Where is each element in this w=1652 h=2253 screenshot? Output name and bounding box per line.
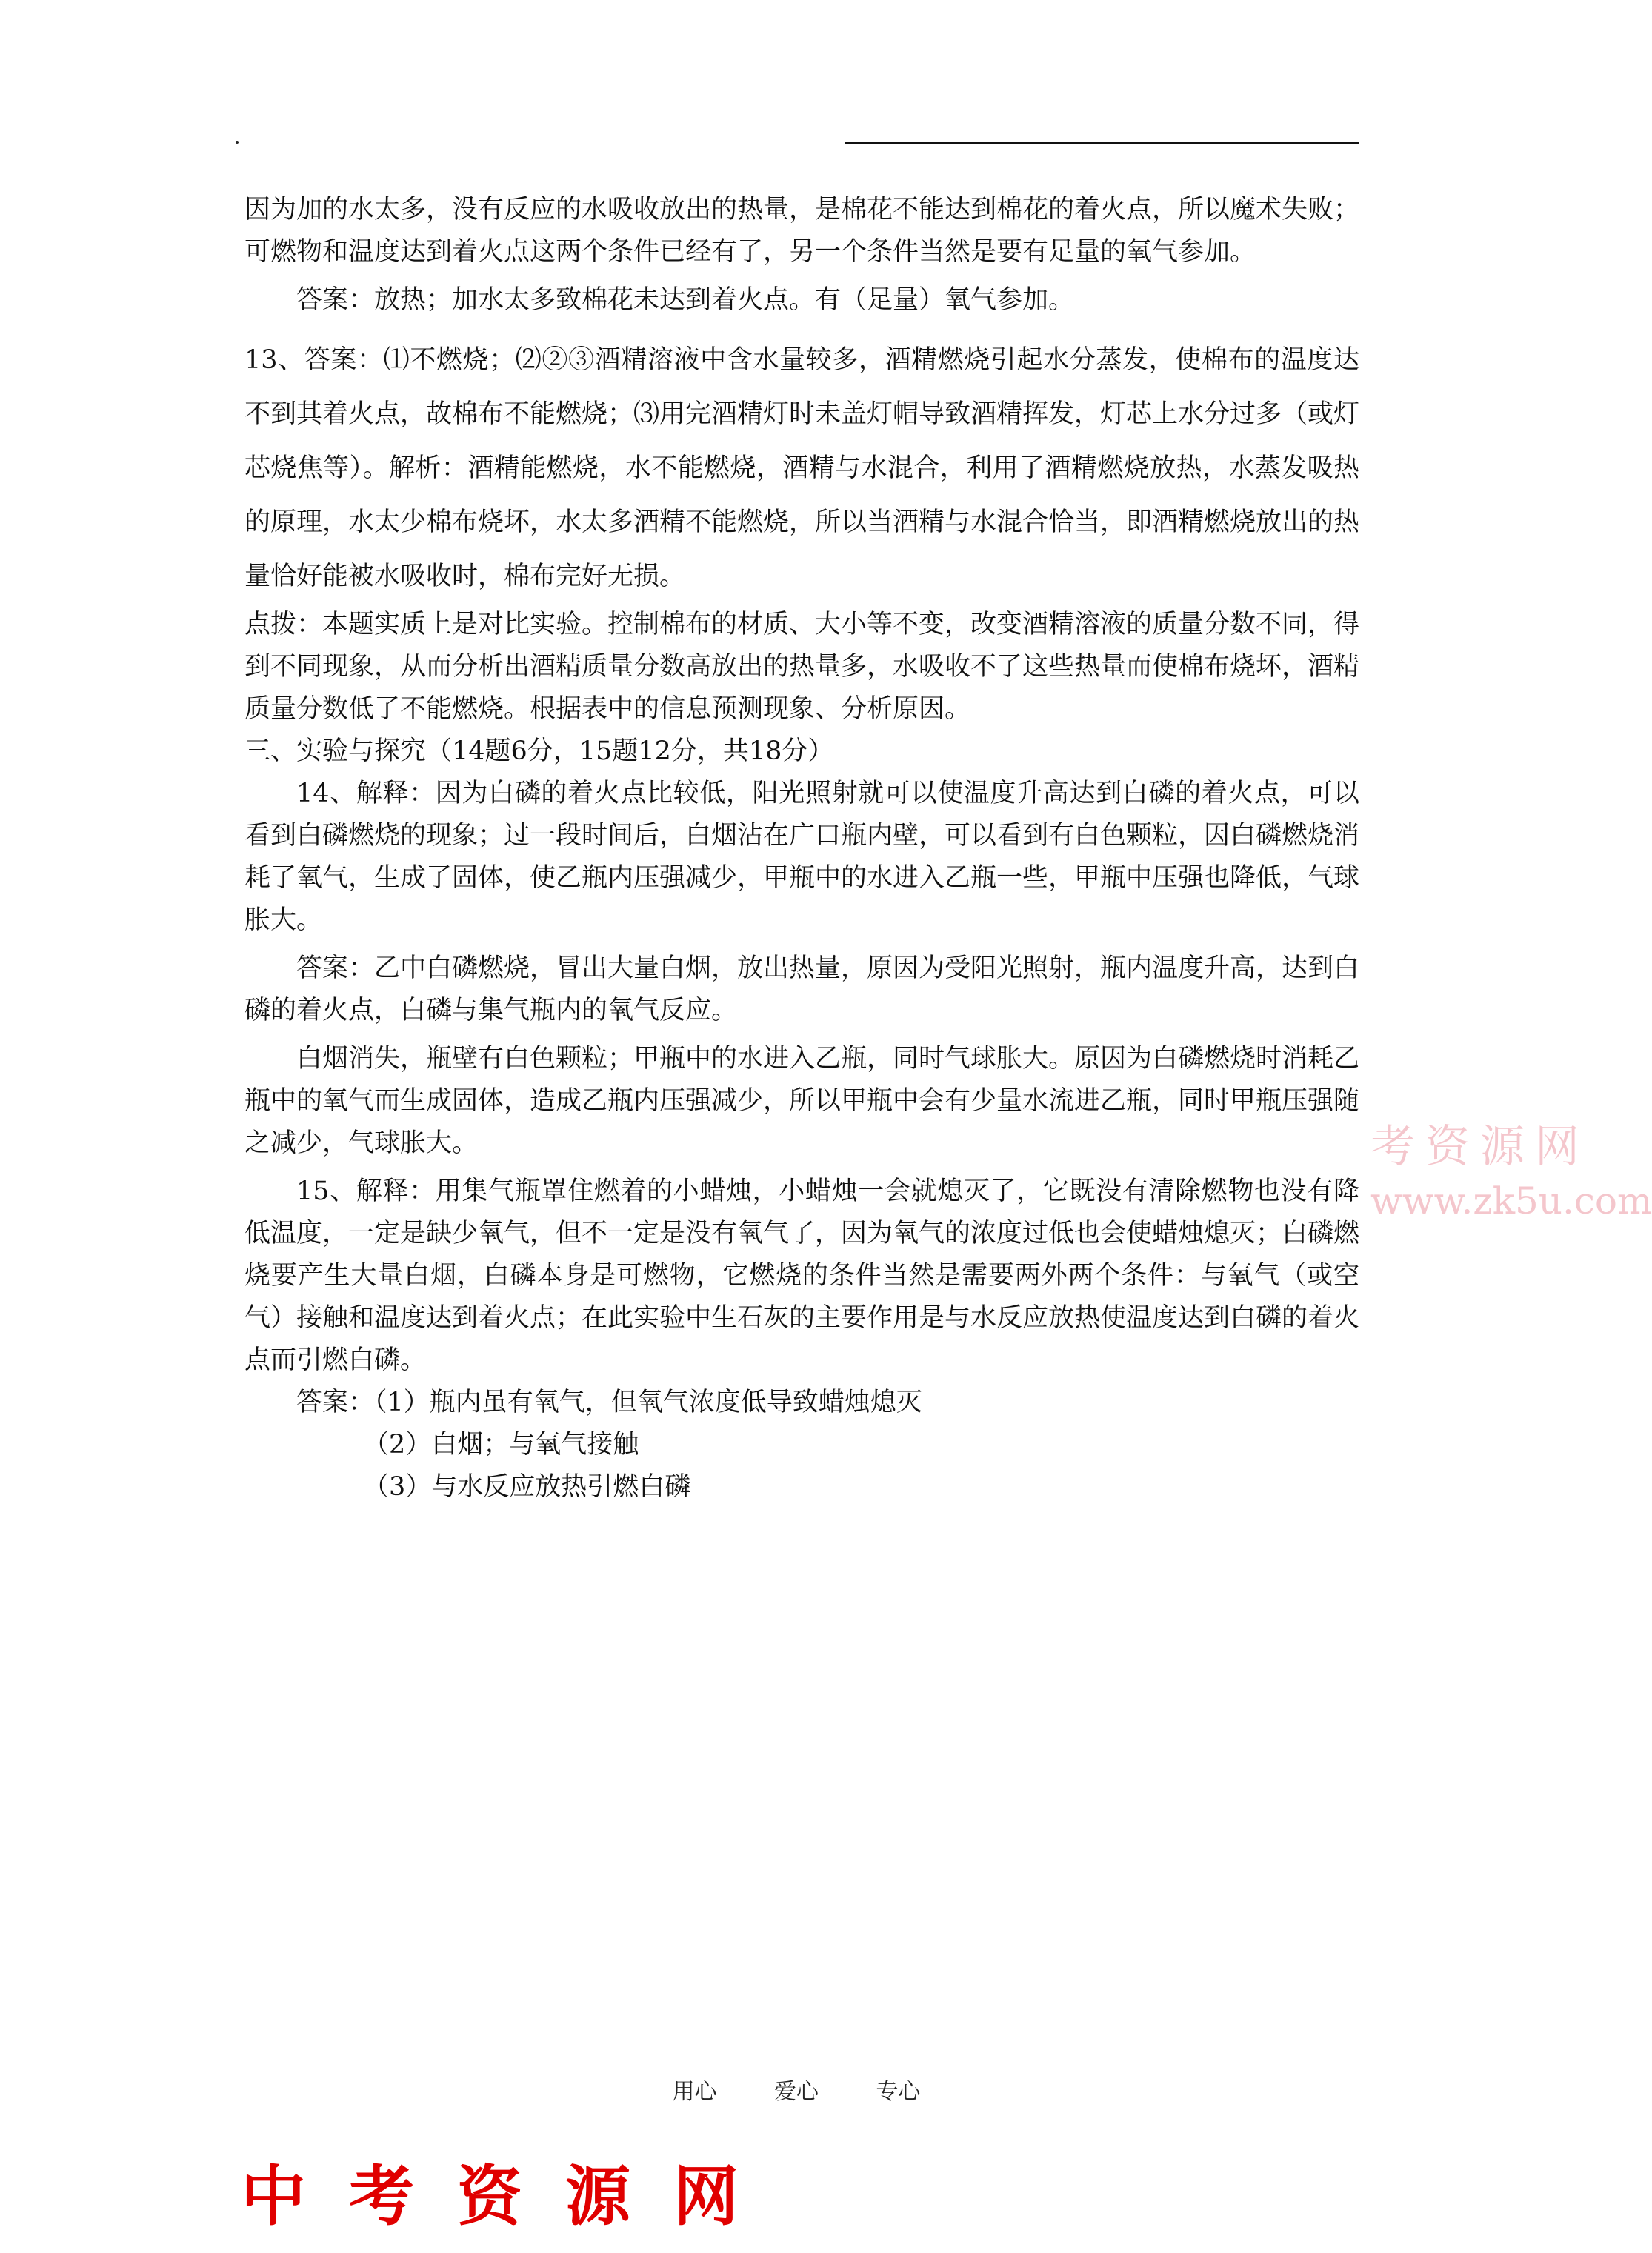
paragraph-answer-14: 答案：乙中白磷燃烧，冒出大量白烟，放出热量，原因为受阳光照射，瓶内温度升高，达到白磷的着火点，白磷与集气瓶内的氧气反应。	[244, 954, 1360, 1025]
motto-word: 爱心	[774, 2079, 819, 2105]
document-body	[244, 189, 1359, 1508]
header-dot	[236, 141, 239, 144]
paragraph-answer-14-cont: 白烟消失，瓶壁有白色颗粒；甲瓶中的水进入乙瓶，同时气球胀大。原因为白磷燃烧时消耗乙瓶中的氧气而生成固体，造成乙瓶内压强减少，所以甲瓶中会有少量水流进乙瓶，同时甲瓶压强随之减少，气球胀大。	[244, 1044, 1360, 1158]
motto-word: 用心	[672, 2079, 717, 2105]
motto-word: 专心	[876, 2079, 921, 2105]
watermark	[1370, 1111, 1652, 1222]
paragraph-explain-14: 14、解释：因为白磷的着火点比较低，阳光照射就可以使温度升高达到白磷的着火点，可以看到白磷燃烧的现象；过一段时间后，白烟沾在广口瓶内壁，可以看到有白色颗粒，因白磷燃烧消耗了氧气，生成了固体，使乙瓶内压强减少，甲瓶中的水进入乙瓶一些，甲瓶中压强也降低，气球胀大。	[244, 779, 1360, 935]
paragraph-hint-13: 点拨：本题实质上是对比实验。控制棉布的材质、大小等不变，改变酒精溶液的质量分数不同，得到不同现象，从而分析出酒精质量分数高放出的热量多，水吸收不了这些热量而使棉布烧坏，酒精质量分数低了不能燃烧。根据表中的信息预测现象、分析原因。	[244, 610, 1360, 724]
paragraph-answer-12: 答案：放热；加水太多致棉花未达到着火点。有（足量）氧气参加。	[296, 285, 1075, 315]
brand-logo: 中考资源网	[241, 2157, 782, 2234]
paragraph-continuation: 因为加的水太多，没有反应的水吸收放出的热量，是棉花不能达到棉花的着火点，所以魔术失败；可燃物和温度达到着火点这两个条件已经有了，另一个条件当然是要有足量的氧气参加。	[244, 195, 1360, 267]
header-rule	[845, 142, 1359, 144]
paragraph-answer-15-2: （2）白烟；与氧气接触	[363, 1430, 639, 1460]
footer-motto	[0, 2073, 1593, 2106]
paragraph-answer-13: 13、答案：⑴不燃烧；⑵②③酒精溶液中含水量较多，酒精燃烧引起水分蒸发，使棉布的温度达不到其着火点，故棉布不能燃烧；⑶用完酒精灯时未盖灯帽导致酒精挥发，灯芯上水分过多（或灯芯烧焦等）。解析：酒精能燃烧，水不能燃烧，酒精与水混合，利用了酒精燃烧放热，水蒸发吸热的原理，水太少棉布烧坏，水太多酒精不能燃烧，所以当酒精与水混合恰当，即酒精燃烧放出的热量恰好能被水吸收时，棉布完好无损。	[244, 345, 1360, 591]
paragraph-answer-15-3: （3）与水反应放热引燃白磷	[363, 1472, 691, 1502]
section-heading-3: 三、实验与探究（14题6分，15题12分，共18分）	[244, 736, 834, 766]
watermark-title: 考资源网	[1370, 1121, 1590, 1173]
watermark-url: www.zk5u.com	[1370, 1179, 1652, 1222]
paragraph-answer-15-1: 答案：（1）瓶内虽有氧气，但氧气浓度低导致蜡烛熄灭	[296, 1388, 922, 1417]
paragraph-explain-15: 15、解释：用集气瓶罩住燃着的小蜡烛，小蜡烛一会就熄灭了，它既没有清除燃物也没有降低温度，一定是缺少氧气，但不一定是没有氧气了，因为氧气的浓度过低也会使蜡烛熄灭；白磷燃烧要产生大量白烟，白磷本身是可燃物，它燃烧的条件当然是需要两外两个条件：与氧气（或空气）接触和温度达到着火点；在此实验中生石灰的主要作用是与水反应放热使温度达到白磷的着火点而引燃白磷。	[244, 1177, 1360, 1375]
